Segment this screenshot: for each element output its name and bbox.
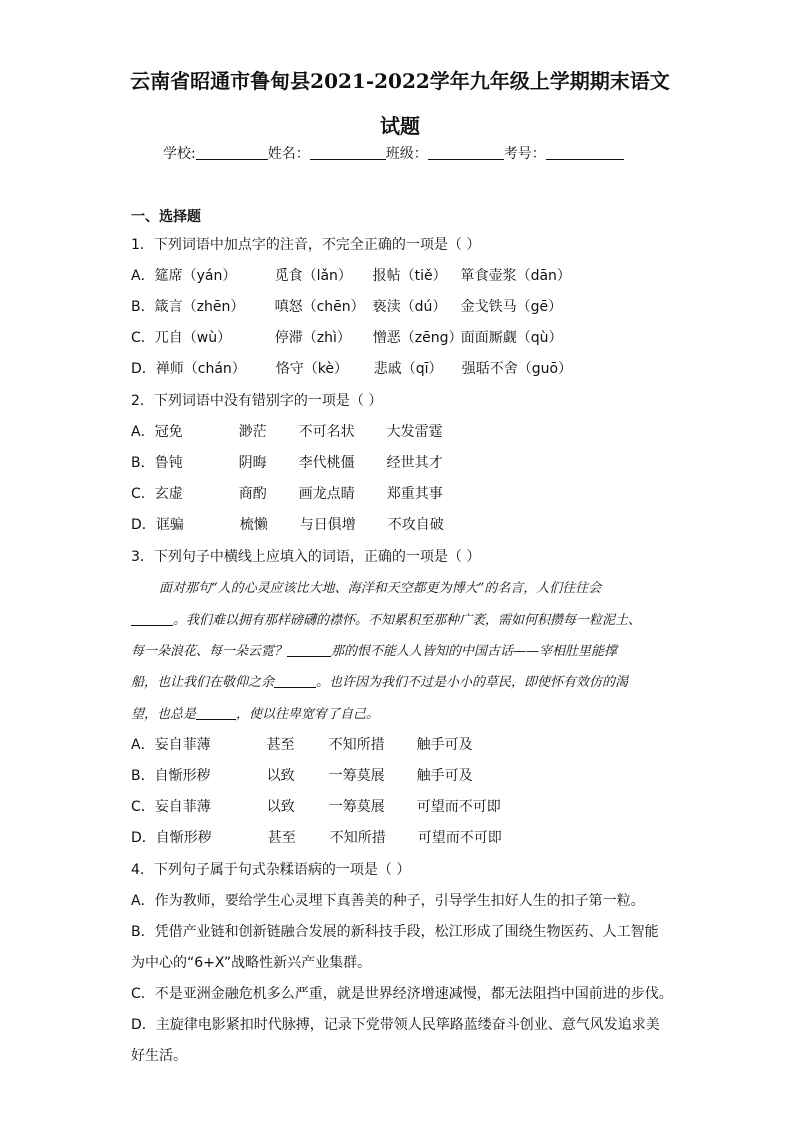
name-blank[interactable] (310, 145, 386, 160)
fill-blank[interactable] (131, 613, 173, 626)
exam-title-line1: 云南省昭通市鲁甸县2021-2022学年九年级上学期期末语文 (130, 69, 670, 93)
q4-option-d: D．主旋律电影紧扣时代脉搏，记录下党带领人民筚路蓝缕奋斗创业、意气风发追求美 (131, 1017, 660, 1033)
q3-option-c (131, 796, 501, 816)
option-item: 李代桃僵 (298, 455, 355, 471)
option-item: 郑重其事 (386, 486, 443, 502)
fill-blank[interactable] (274, 675, 316, 688)
fill-blank[interactable] (196, 707, 236, 720)
option-item: 金戈铁马（gē） (460, 299, 563, 315)
option-letter: A． (131, 737, 155, 753)
q3-passage-line (131, 703, 671, 722)
q3-passage-line (131, 609, 671, 628)
q1-option-b (131, 296, 562, 316)
option-item: 觅食（lǎn） (274, 268, 352, 284)
option-item: 触手可及 (416, 737, 473, 753)
option-letter: A． (131, 268, 155, 284)
q4-option-d-cont: 好生活。 (131, 1048, 187, 1064)
q4-option-b-cont: 为中心的“6+X”战略性新兴产业集群。 (131, 955, 372, 971)
passage-text: 船，也让我们在敬仰之余 (131, 675, 275, 690)
option-item: 不知所措 (328, 737, 385, 753)
option-letter: C． (131, 799, 155, 815)
option-item: 经世其才 (386, 455, 443, 471)
option-item: 商酌 (238, 486, 267, 502)
option-item: 玄虚 (154, 486, 183, 502)
fill-blank[interactable] (287, 644, 331, 657)
q2-stem: 2．下列词语中没有错别字的一项是（ ） (131, 393, 383, 409)
option-item: 以致 (266, 799, 295, 815)
option-letter: B． (131, 299, 155, 315)
option-letter: D． (131, 361, 156, 377)
q1-option-c (131, 327, 563, 347)
q2-option-c (131, 483, 443, 503)
option-item: 冠免 (154, 424, 183, 440)
option-letter: B． (131, 455, 155, 471)
option-letter: C． (131, 486, 155, 502)
q1-option-a (131, 265, 571, 285)
school-label: 学校: (163, 146, 196, 162)
option-item: 可望而不可即 (416, 799, 501, 815)
school-blank[interactable] (196, 145, 268, 160)
option-item: 停滞（zhì） (274, 330, 351, 346)
q3-passage-line: 面对那句“人的心灵应该比大地、海洋和天空都更为博大”的名言，人们往往会 (159, 581, 602, 596)
exam-title-line2: 试题 (380, 114, 420, 138)
option-item: 梳懒 (239, 517, 268, 533)
option-item: 甚至 (267, 830, 296, 846)
option-item: 妄自菲薄 (154, 737, 211, 753)
option-item: 悲戚（qī） (373, 361, 443, 377)
option-item: 不可名状 (298, 424, 355, 440)
q3-option-b (131, 765, 473, 785)
q4-stem: 4．下列句子属于句式杂糅语病的一项是（ ） (131, 862, 411, 878)
option-letter: D． (131, 830, 156, 846)
name-label: 姓名： (267, 146, 310, 162)
option-item: 不攻自破 (387, 517, 444, 533)
q3-option-a (131, 734, 473, 754)
q3-option-d (131, 827, 502, 847)
option-item: 筵席（yán） (154, 268, 237, 284)
q2-option-d (131, 514, 444, 534)
option-item: 恪守（kè） (275, 361, 349, 377)
q4-option-b: B．凭借产业链和创新链融合发展的新科技手段，松江形成了围绕生物医药、人工智能 (131, 924, 659, 940)
option-item: 强聒不舍（guō） (461, 361, 573, 377)
student-info-line (163, 143, 624, 163)
option-item: 与日俱增 (299, 517, 356, 533)
q3-passage-line (131, 671, 671, 690)
passage-text: 每一朵浪花、每一朵云霓？ (131, 644, 288, 659)
option-item: 不知所措 (329, 830, 386, 846)
passage-text: 。也许因为我们不过是小小的草民，即使怀有效仿的渴 (316, 675, 629, 690)
passage-text: 那的恨不能人人皆知的中国古话——宰相肚里能撑 (331, 644, 618, 659)
option-item: 以致 (266, 768, 295, 784)
option-item: 妄自菲薄 (154, 799, 211, 815)
q1-stem: 1．下列词语中加点字的注音，不完全正确的一项是（ ） (131, 237, 481, 253)
option-item: 鲁钝 (154, 455, 183, 471)
option-item: 一筹莫展 (328, 768, 385, 784)
option-item: 报帖（tiě） (372, 268, 447, 284)
option-item: 面面厮觑（qù） (460, 330, 563, 346)
number-blank[interactable] (546, 145, 624, 160)
class-label: 班级： (385, 146, 428, 162)
option-letter: B． (131, 768, 155, 784)
option-letter: A． (131, 424, 155, 440)
number-label: 考号： (503, 146, 546, 162)
option-item: 诓骗 (155, 517, 184, 533)
q4-option-a: A．作为教师，要给学生心灵埋下真善美的种子，引导学生扣好人生的扣子第一粒。 (131, 893, 645, 909)
option-item: 自惭形秽 (155, 830, 212, 846)
option-item: 禅师（chán） (155, 361, 246, 377)
option-item: 箴言（zhēn） (154, 299, 245, 315)
q1-option-d (131, 358, 572, 378)
option-item: 画龙点睛 (298, 486, 355, 502)
class-blank[interactable] (428, 145, 504, 160)
option-item: 箪食壶浆（dān） (460, 268, 571, 284)
option-letter: D． (131, 517, 156, 533)
option-letter: C． (131, 330, 155, 346)
option-item: 自惭形秽 (154, 768, 211, 784)
q2-option-b (131, 452, 443, 472)
option-item: 阴晦 (238, 455, 267, 471)
option-item: 可望而不可即 (417, 830, 502, 846)
option-item: 兀自（wù） (154, 330, 232, 346)
q3-passage-line (131, 640, 671, 659)
option-item: 亵渎（dú） (372, 299, 447, 315)
option-item: 嗔怒（chēn） (274, 299, 365, 315)
q3-stem: 3．下列句子中横线上应填入的词语，正确的一项是（ ） (131, 549, 481, 565)
q4-option-c: C．不是亚洲金融危机多么严重，就是世界经济增速减慢，都无法阻挡中国前进的步伐。 (131, 986, 673, 1002)
option-item: 憎恶（zēng） (372, 330, 463, 346)
option-item: 大发雷霆 (386, 424, 443, 440)
option-item: 一筹莫展 (328, 799, 385, 815)
passage-text: 。我们难以拥有那样磅礴的襟怀。不知累积至那种广袤，需如何积攒每一粒泥土、 (173, 613, 642, 628)
option-item: 触手可及 (416, 768, 473, 784)
passage-text: 望，也总是 (131, 707, 197, 722)
option-item: 渺茫 (238, 424, 267, 440)
q2-option-a (131, 421, 443, 441)
passage-text: ，使以往卑宽宥了自己。 (236, 707, 380, 722)
section-heading: 一、选择题 (131, 209, 201, 225)
option-item: 甚至 (266, 737, 295, 753)
